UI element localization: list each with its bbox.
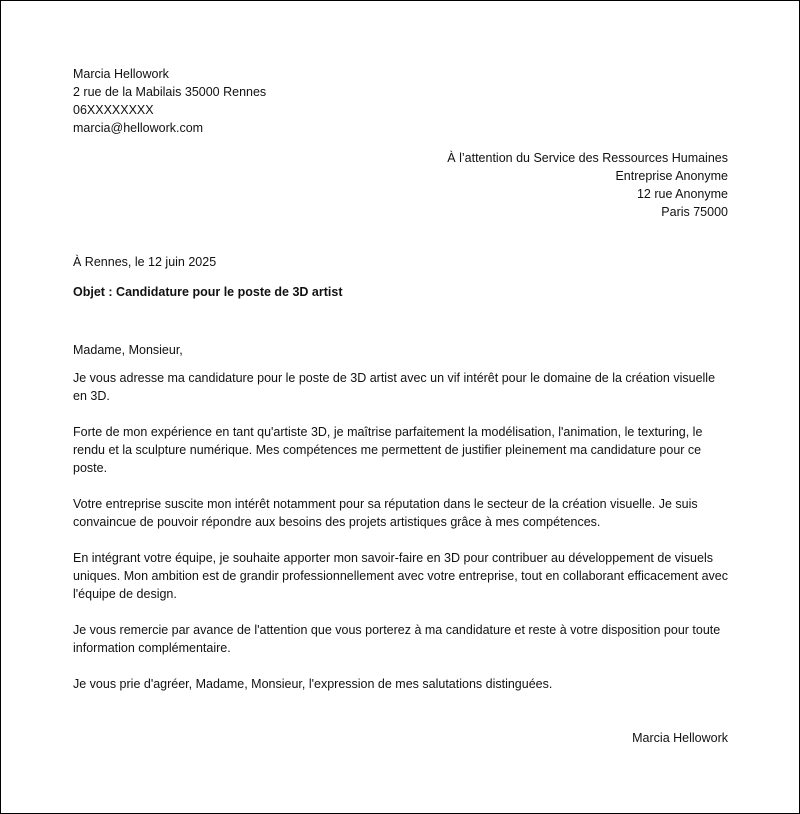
- recipient-company: Entreprise Anonyme: [615, 169, 728, 183]
- recipient-attention: À l’attention du Service des Ressources Humaines: [447, 151, 728, 165]
- subject-line: Objet : Candidature pour le poste de 3D artist: [73, 285, 343, 299]
- recipient-block: [73, 149, 728, 221]
- date-line: À Rennes, le 12 juin 2025: [73, 255, 217, 269]
- signature: Marcia Hellowork: [632, 731, 728, 745]
- closing-paragraph: Je vous prie d'agréer, Madame, Monsieur, l'expression de mes salutations distinguées.: [73, 677, 553, 691]
- body-paragraph: En intégrant votre équipe, je souhaite apporter mon savoir-faire en 3D pour contribuer au développement de visuels uniques. Mon ambition est de grandir professionnellement avec votre entreprise, tout en collaborant efficacement avec l'équipe de design.: [73, 551, 729, 601]
- body-paragraph: Je vous remercie par avance de l'attention que vous porterez à ma candidature et reste à votre disposition pour toute information complémentaire.: [73, 623, 721, 655]
- sender-name: Marcia Hellowork: [73, 67, 169, 81]
- body-paragraph: Je vous adresse ma candidature pour le poste de 3D artist avec un vif intérêt pour le domaine de la création visuelle en 3D.: [73, 371, 716, 403]
- body-paragraph: Votre entreprise suscite mon intérêt notamment pour sa réputation dans le secteur de la création visuelle. Je suis convaincue de pouvoir répondre aux besoins des projets artistiques grâce à mes compétences.: [73, 497, 698, 529]
- recipient-city: Paris 75000: [661, 205, 728, 219]
- sender-block: [73, 65, 728, 137]
- sender-phone: 06XXXXXXXX: [73, 103, 154, 117]
- salutation: Madame, Monsieur,: [73, 343, 183, 357]
- sender-email: marcia@hellowork.com: [73, 121, 204, 135]
- body-paragraph: Forte de mon expérience en tant qu'artiste 3D, je maîtrise parfaitement la modélisation, l'animation, le texturing, le rendu et la sculpture numérique. Mes compétences me permettent de justifier pleinement ma candidature pour ce poste.: [73, 425, 703, 475]
- sender-address: 2 rue de la Mabilais 35000 Rennes: [73, 85, 267, 99]
- cover-letter: [73, 65, 728, 747]
- recipient-street: 12 rue Anonyme: [636, 187, 728, 201]
